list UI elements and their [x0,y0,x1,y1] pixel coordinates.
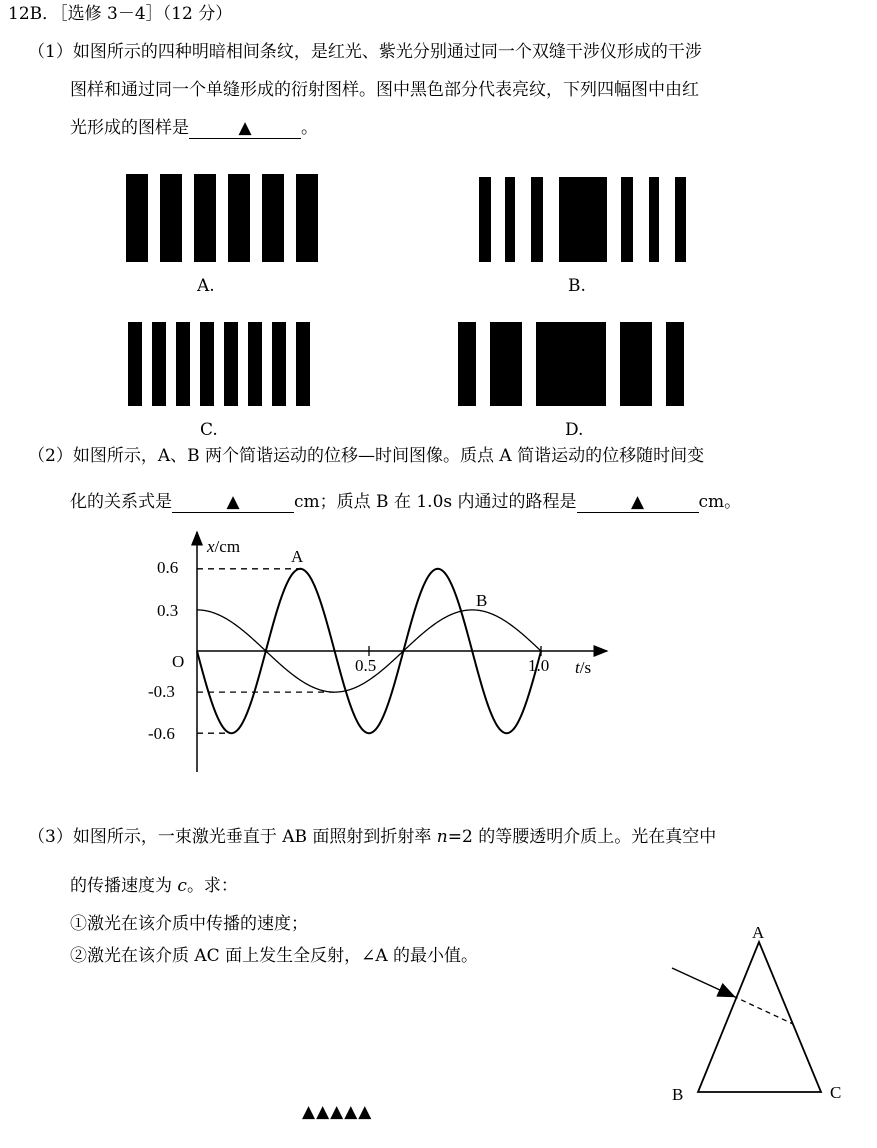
question-header: 12B．［选修 3－4］（12 分） [8,4,233,24]
q3-text-prefix: （3）如图所示，一束激光垂直于 AB 面照射到折射率 [28,827,437,847]
q1-text-line2: 图样和通过同一个单缝形成的衍射图样。图中黑色部分代表亮纹，下列四幅图中由红 [70,80,699,100]
curve-a-label: A [291,547,304,566]
q1-text-line1: （1）如图所示的四种明暗相间条纹，是红光、紫光分别通过同一个双缝干涉仪形成的干涉 [28,42,702,62]
q3-item-1: ①激光在该介质中传播的速度； [70,914,308,934]
refractive-index-symbol: n [436,827,448,847]
answer-placeholder-marks: ▲▲▲▲▲ [302,1102,373,1122]
x-tick-label: 0.5 [355,656,377,675]
prism-triangle [698,942,821,1092]
q3-text-prefix: 的传播速度为 [70,876,178,896]
vertex-b-label: B [672,1085,684,1104]
answer-placeholder-mark: ▲ [630,492,645,512]
x-tick-label: 1.0 [528,656,550,675]
option-a-label: A. [197,276,215,296]
q1-text-suffix: 。 [301,118,318,138]
q3-text-line1 [28,825,716,849]
light-speed-symbol: c [177,876,187,896]
q3-text-line2 [70,874,238,898]
answer-placeholder-mark: ▲ [226,492,240,512]
prism-diagram [660,920,860,1110]
vertex-c-label: C [830,1083,842,1102]
y-tick-label: 0.6 [157,558,179,577]
vertex-a-label: A [752,923,765,942]
q3-item-2: ②激光在该介质 AC 面上发生全反射，∠A 的最小值。 [70,946,479,966]
answer-placeholder-mark: ▲ [238,118,252,138]
q2-text-line1: （2）如图所示，A、B 两个简谐运动的位移—时间图像。质点 A 简谐运动的位移随时间变 [28,446,705,466]
curve-b-label: B [476,591,488,610]
option-c-label: C. [200,420,218,440]
y-axis-label: x/cm [207,537,241,556]
option-d-label: D. [565,420,584,440]
q2-text-suffix: cm。 [698,492,742,512]
q3-text-suffix: 。求： [186,876,238,896]
y-tick-label: 0.3 [157,601,179,620]
option-b-label: B. [568,276,586,296]
q2-text-mid: cm；质点 B 在 1.0s 内通过的路程是 [294,492,577,512]
q2-text-prefix: 化的关系式是 [70,492,172,512]
y-tick-label: -0.6 [148,724,175,743]
origin-label: O [172,652,185,671]
q3-text-suffix: =2 的等腰透明介质上。光在真空中 [447,827,717,847]
laser-beam-arrow [672,968,733,996]
y-tick-label: -0.3 [148,682,175,701]
x-axis-label: t/s [575,658,592,677]
q1-text-prefix: 光形成的图样是 [70,118,189,138]
